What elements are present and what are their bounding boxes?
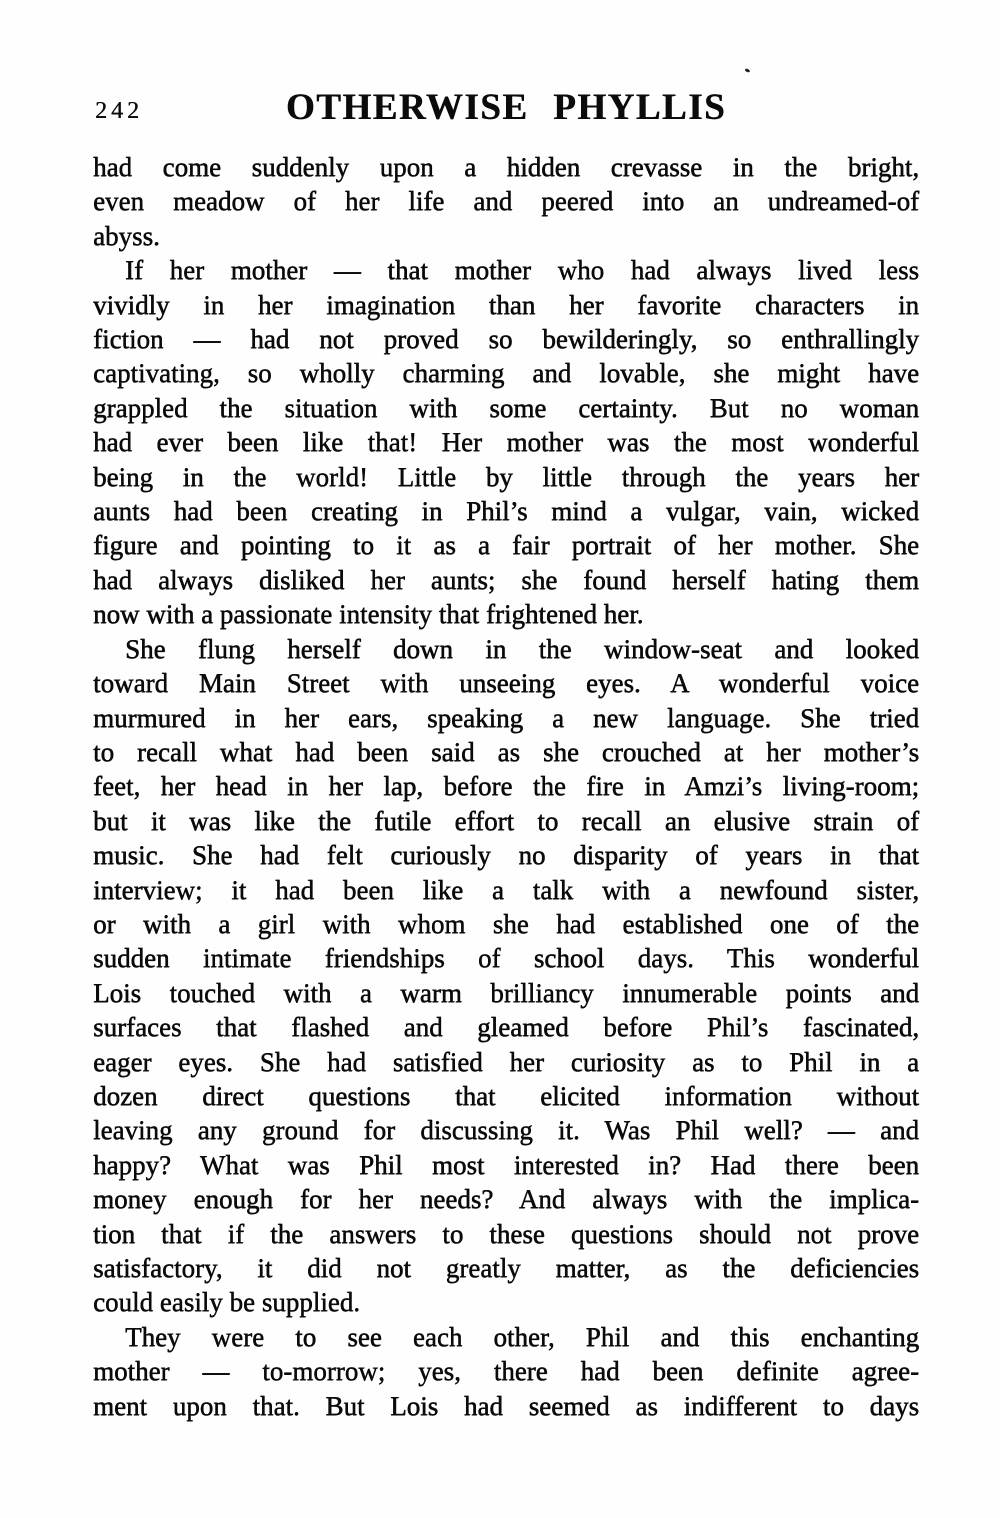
text-line: being in the world! Little by little through the years her [93, 461, 919, 492]
text-line: mother — to-morrow; yes, there had been definite agree- [93, 1356, 919, 1387]
paragraph [93, 253, 919, 631]
text-line: leaving any ground for discussing it. Was Phil well? — and [93, 1115, 919, 1146]
text-line: feet, her head in her lap, before the fire in Amzi’s living-room; [93, 771, 919, 802]
running-header [93, 88, 919, 130]
text-line: but it was like the futile effort to recall an elusive strain of [93, 805, 919, 836]
text-line: now with a passionate intensity that frightened her. [93, 599, 644, 630]
paragraph [93, 632, 919, 1320]
text-line: could easily be supplied. [93, 1287, 360, 1318]
page-body [93, 150, 919, 1423]
paragraph [93, 1320, 919, 1423]
text-line: surfaces that flashed and gleamed before Phil’s fascinated, [93, 1012, 919, 1043]
text-line: ment upon that. But Lois had seemed as indifferent to days [93, 1390, 919, 1421]
text-line: grappled the situation with some certainty. But no woman [93, 392, 919, 423]
text-line: even meadow of her life and peered into an undreamed-of [93, 186, 919, 217]
text-line: Lois touched with a warm brilliancy innumerable points and [93, 977, 919, 1008]
text-line: toward Main Street with unseeing eyes. A wonderful voice [93, 668, 919, 699]
text-line: abyss. [93, 220, 160, 251]
text-line: happy? What was Phil most interested in? Had there been [93, 1149, 919, 1180]
text-line: had come suddenly upon a hidden crevasse in the bright, [93, 152, 919, 182]
text-line: murmured in her ears, speaking a new language. She tried [93, 702, 919, 733]
text-line: If her mother — that mother who had always lived less [125, 255, 919, 286]
text-line: money enough for her needs? And always with the implica- [93, 1184, 919, 1215]
text-line: had always disliked her aunts; she found herself hating them [93, 564, 919, 595]
text-line: music. She had felt curiously no disparity of years in that [93, 840, 919, 871]
text-line: aunts had been creating in Phil’s mind a vulgar, vain, wicked [93, 496, 919, 527]
text-line: or with a girl with whom she had established one of the [93, 908, 919, 939]
page-number: 242 [95, 98, 143, 124]
text-line: captivating, so wholly charming and lovable, she might have [93, 358, 919, 389]
text-line: eager eyes. She had satisfied her curiosity as to Phil in a [93, 1046, 919, 1077]
text-line: vividly in her imagination than her favorite characters in [93, 289, 919, 320]
text-line: fiction — had not proved so bewilderingly, so enthrallingly [93, 324, 919, 355]
running-header-title: OTHERWISE PHYLLIS [285, 87, 727, 128]
text-line: She flung herself down in the window-seat and looked [125, 633, 919, 664]
text-line: dozen direct questions that elicited information without [93, 1080, 919, 1111]
text-line: figure and pointing to it as a fair portrait of her mother. She [93, 530, 919, 561]
scan-speck [745, 68, 751, 73]
text-line: interview; it had been like a talk with a newfound sister, [93, 874, 919, 905]
text-line: sudden intimate friendships of school days. This wonderful [93, 943, 919, 974]
paragraph [93, 150, 919, 253]
text-line: satisfactory, it did not greatly matter, as the deficiencies [93, 1253, 919, 1283]
text-line: to recall what had been said as she crouched at her mother’s [93, 736, 919, 767]
text-line: tion that if the answers to these questions should not prove [93, 1218, 919, 1249]
text-line: They were to see each other, Phil and this enchanting [125, 1321, 919, 1352]
text-line: had ever been like that! Her mother was the most wonderful [93, 427, 919, 458]
